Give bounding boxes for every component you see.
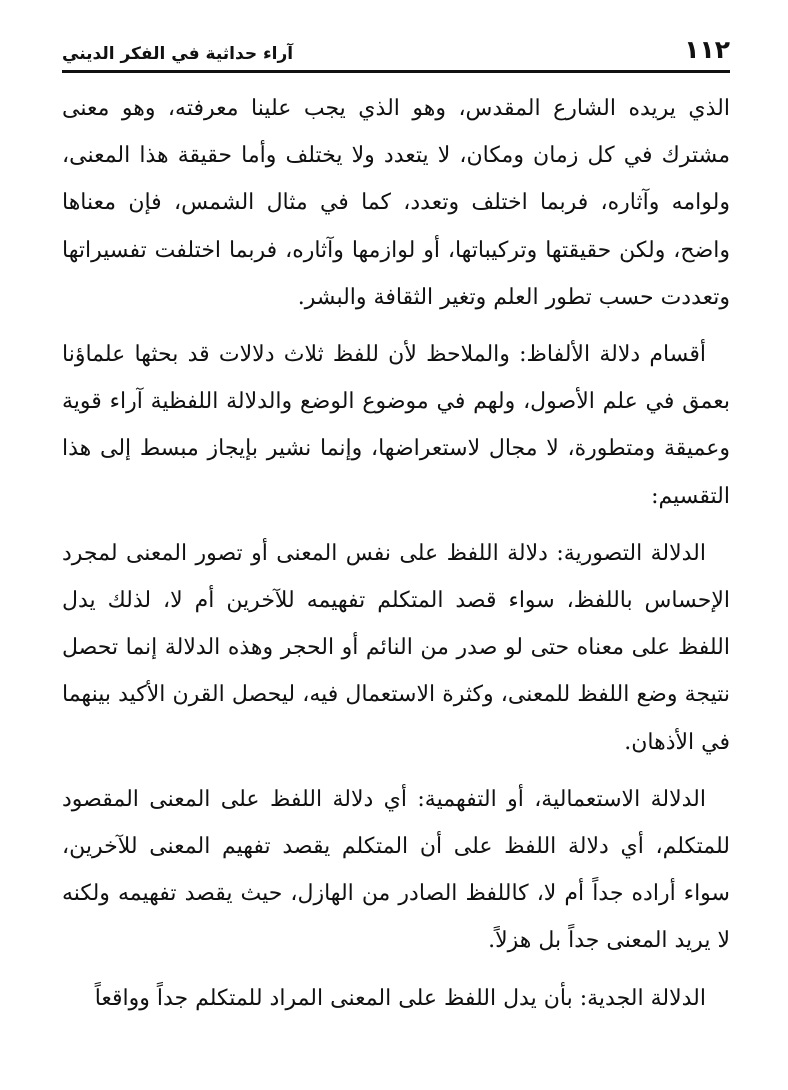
paragraph-word-meaning-divisions: أقسام دلالة الألفاظ: والملاحظ لأن للفظ ثلاث دلالات قد بحثها علماؤنا بعمق في علم الأصول، ولهم في موضوع الوضع والدلالة اللفظية آراء قوية وعميقة ومتطورة، لا مجال لاستعراضها، وإنما نشير بإيجاز مبسط إلى هذا التقسيم:	[62, 342, 730, 509]
paragraph-continued: الذي يريده الشارع المقدس، وهو الذي يجب علينا معرفته، وهو معنى مشترك في كل زمان ومكان، لا يتعدد ولا يختلف وأما حقيقة هذا المعنى، ولوامه وآثاره، فربما اختلف وتعدد، كما في مثال الشمس، فإن معناها واضح، ولكن حقيقتها وتركيباتها، أو لوازمها وآثاره، فربما اختلفت تفسيراتها وتعددت حسب تطور العلم وتغير الثقافة والبشر.	[62, 96, 730, 310]
paragraph-serious-signification: الدلالة الجدية: بأن يدل اللفظ على المعنى المراد للمتكلم جداً وواقعاً	[94, 985, 706, 1011]
running-header	[62, 26, 730, 73]
paragraph-conceptual-signification: الدلالة التصورية: دلالة اللفظ على نفس المعنى أو تصور المعنى لمجرد الإحساس باللفظ، سواء قصد المتكلم تفهيمه للآخرين أم لا، لذلك يدل اللفظ على معناه حتى لو صدر من النائم أو الحجر وهذه الدلالة إنما تحصل نتيجة وضع اللفظ للمعنى، وكثرة الاستعمال فيه، ليحصل القرن الأكيد بينهما في الأذهان.	[62, 540, 730, 755]
paragraph-usage-signification: الدلالة الاستعمالية، أو التفهمية: أي دلالة اللفظ على المعنى المقصود للمتكلم، أي دلالة اللفظ على أن المتكلم يقصد تفهيم المعنى للآخرين، سواء أراده جداً أم لا، كاللفظ الصادر من الهازل، حيث يقصد تفهيمه ولكنه لا يريد المعنى جداً بل هزلاً.	[62, 786, 730, 954]
book-page	[62, 26, 730, 1032]
body-text	[62, 85, 730, 1022]
page-number: ١١٢	[684, 35, 730, 64]
running-title: آراء حداثية في الفكر الديني	[62, 44, 294, 64]
